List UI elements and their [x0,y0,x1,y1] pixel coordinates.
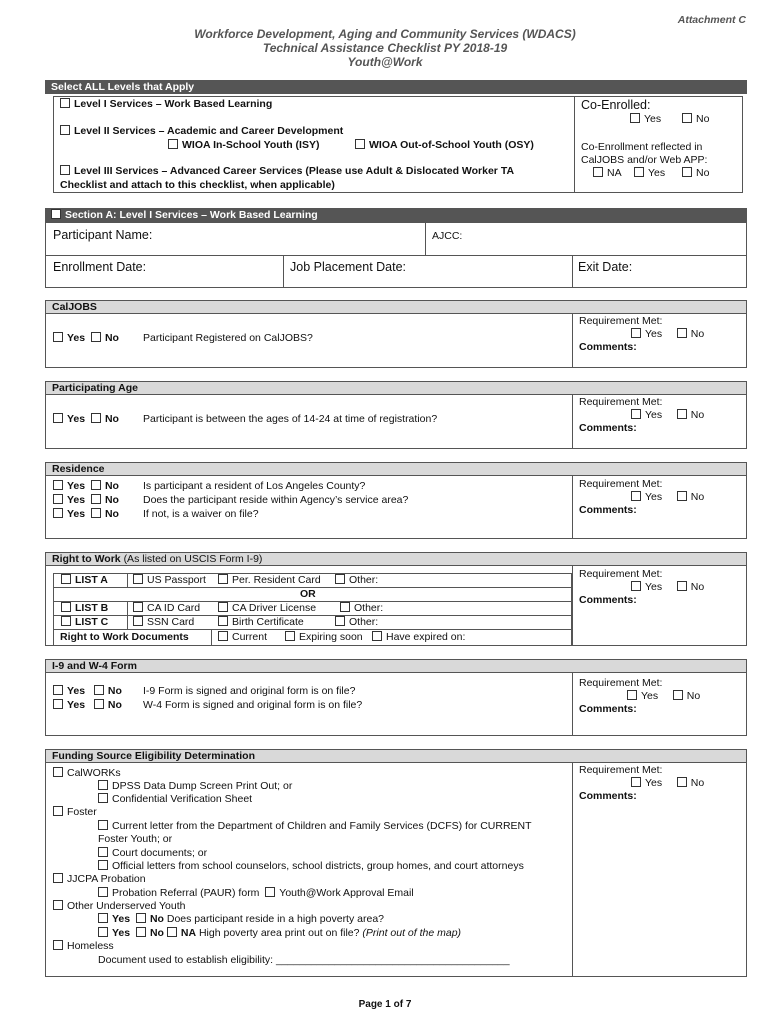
coenrolled-no-checkbox[interactable] [682,113,692,123]
calworks-label: CalWORKs [67,767,121,779]
per-resident-checkbox[interactable] [218,574,228,584]
w4-yes-label: Yes [67,699,86,711]
other-youth-label: Other Underserved Youth [67,900,186,912]
i9-yes-label: Yes [67,685,86,697]
birth-certificate-label: Birth Certificate [232,616,304,628]
i9-yes-checkbox[interactable] [53,685,63,695]
court-checkbox[interactable] [98,847,108,857]
residence-question-3: If not, is a waiver on file? [143,508,259,520]
list-a-checkbox[interactable] [61,574,71,584]
reflected-na-label: NA [607,167,622,179]
list-b-other-checkbox[interactable] [340,602,350,612]
res1-no-label: No [104,480,119,492]
res-req-met-label: Requirement Met: [579,478,663,490]
w4-yes-checkbox[interactable] [53,699,63,709]
coenrolled-yes-label: Yes [644,113,662,125]
age-question: Participant is between the ages of 14-24 at time of registration? [143,413,438,425]
section-a-checkbox[interactable] [51,209,61,219]
list-b-label: LIST B [75,602,109,614]
isy-checkbox[interactable] [168,139,178,149]
osy-label: WIOA Out-of-School Youth (OSY) [369,139,534,151]
i9-req-yes-checkbox[interactable] [627,690,637,700]
print-no-label: No [149,927,164,939]
reflected-yes-checkbox[interactable] [634,167,644,177]
ca-dl-checkbox[interactable] [218,602,228,612]
levels-bar: Select ALL Levels that Apply [45,80,747,94]
coenrolled-yes-checkbox[interactable] [630,113,640,123]
print-yes-checkbox[interactable] [98,927,108,937]
list-a-other-label: Other: [349,574,379,586]
res-comments-label: Comments: [579,504,637,516]
poverty-yes-label: Yes [112,913,131,925]
res3-no-label: No [104,508,119,520]
us-passport-label: US Passport [147,574,206,586]
i9-req-met-label: Requirement Met: [579,677,663,689]
i9-question: I-9 Form is signed and original form is on file? [143,685,356,697]
funding-req-met-label: Requirement Met: [579,764,663,776]
jjcpa-label: JJCPA Probation [67,873,146,885]
i9-req-no-label: No [686,690,701,702]
reflected-label-2: CalJOBS and/or Web APP: [581,154,708,166]
i9-req-yes-label: Yes [641,690,659,702]
i9-req-no-checkbox[interactable] [673,690,683,700]
document-used-label: Document used to establish eligibility: ________________________________________ [98,954,510,966]
exit-date-label: Exit Date: [578,260,633,274]
list-c-checkbox[interactable] [61,616,71,626]
age-yes-checkbox[interactable] [53,413,63,423]
birth-certificate-checkbox[interactable] [218,616,228,626]
caljobs-req-yes-label: Yes [645,328,663,340]
foster-checkbox[interactable] [53,806,63,816]
i9-bar: I-9 and W-4 Form [45,659,747,673]
approval-email-label: Youth@Work Approval Email [279,887,414,899]
docs-expiring-checkbox[interactable] [285,631,295,641]
caljobs-question: Participant Registered on CalJOBS? [143,332,313,344]
print-yes-label: Yes [112,927,131,939]
header-title-2: Technical Assistance Checklist PY 2018-19 [262,41,508,55]
list-a-other-checkbox[interactable] [335,574,345,584]
calworks-checkbox[interactable] [53,767,63,777]
ssn-checkbox[interactable] [133,616,143,626]
res-req-yes-label: Yes [645,491,663,503]
caljobs-req-no-checkbox[interactable] [677,328,687,338]
ajcc-label: AJCC: [432,230,463,242]
participant-name-label: Participant Name: [53,228,153,242]
age-yes-label: Yes [67,413,86,425]
res3-yes-checkbox[interactable] [53,508,63,518]
list-a-label: LIST A [75,574,108,586]
list-c-label: LIST C [75,616,109,628]
rtw-comments-label: Comments: [579,594,637,606]
rtw-req-no-label: No [690,581,705,593]
per-resident-label: Per. Resident Card [232,574,321,586]
print-no-checkbox[interactable] [136,927,146,937]
docs-expiring-label: Expiring soon [299,631,363,643]
level3-label-cont: Checklist and attach to this checklist, when applicable) [60,179,335,191]
docs-expired-checkbox[interactable] [372,631,382,641]
ca-dl-label: CA Driver License [232,602,317,614]
dcfs-label-cont: Foster Youth; or [98,833,173,845]
age-req-yes-label: Yes [645,409,663,421]
court-label: Court documents; or [112,847,208,859]
poverty-no-label: No [149,913,164,925]
rtw-req-met-label: Requirement Met: [579,568,663,580]
print-na-label: NA [180,927,197,939]
other-youth-checkbox[interactable] [53,900,63,910]
level2-checkbox[interactable] [60,125,70,135]
rtw-title-note: (As listed on USCIS Form I-9) [123,553,263,565]
level1-checkbox[interactable] [60,98,70,108]
age-bar: Participating Age [45,381,747,395]
job-placement-date-label: Job Placement Date: [290,260,407,274]
dpss-label: DPSS Data Dump Screen Print Out; or [112,780,293,792]
funding-req-no-label: No [690,777,705,789]
res2-yes-label: Yes [67,494,86,506]
rtw-req-yes-label: Yes [645,581,663,593]
dcfs-label: Current letter from the Department of Children and Family Services (DCFS) for CURRENT [112,820,532,832]
funding-req-yes-label: Yes [645,777,663,789]
rtw-req-no-checkbox[interactable] [677,581,687,591]
caljobs-req-no-label: No [690,328,705,340]
caljobs-no-label: No [104,332,119,344]
docs-current-label: Current [232,631,268,643]
age-req-no-checkbox[interactable] [677,409,687,419]
caljobs-yes-checkbox[interactable] [53,332,63,342]
residence-question-1: Is participant a resident of Los Angeles County? [143,480,366,492]
caljobs-comments-label: Comments: [579,341,637,353]
w4-no-checkbox[interactable] [94,699,104,709]
rtw-req-yes-checkbox[interactable] [631,581,641,591]
funding-bar: Funding Source Eligibility Determination [45,749,747,763]
page-number: Page 1 of 7 [358,999,412,1010]
or-label: OR [300,588,316,600]
age-req-no-label: No [690,409,705,421]
caljobs-no-checkbox[interactable] [91,332,101,342]
age-no-checkbox[interactable] [91,413,101,423]
age-req-met-label: Requirement Met: [579,396,663,408]
i9-comments-label: Comments: [579,703,637,715]
age-req-yes-checkbox[interactable] [631,409,641,419]
i9-no-label: No [107,685,122,697]
section-a-title: Section A: Level I Services – Work Based Learning [65,209,318,221]
reflected-na-checkbox[interactable] [593,167,603,177]
rtw-title: Right to Work [52,553,121,565]
reflected-no-label: No [696,167,710,179]
res2-no-checkbox[interactable] [91,494,101,504]
funding-comments-label: Comments: [579,790,637,802]
w4-question: W-4 Form is signed and original form is on file? [143,699,363,711]
confidential-label: Confidential Verification Sheet [112,793,253,805]
caljobs-req-yes-checkbox[interactable] [631,328,641,338]
poverty-no-checkbox[interactable] [136,913,146,923]
funding-req-no-checkbox[interactable] [677,777,687,787]
header-title-3: Youth@Work [347,55,423,69]
list-b-other-label: Other: [354,602,384,614]
jjcpa-checkbox[interactable] [53,873,63,883]
paur-checkbox[interactable] [98,887,108,897]
age-comments-label: Comments: [579,422,637,434]
print-question: High poverty area print out on file? [198,927,360,939]
rtw-bar [45,552,747,566]
confidential-checkbox[interactable] [98,793,108,803]
res-req-yes-checkbox[interactable] [631,491,641,501]
res1-yes-label: Yes [67,480,86,492]
enrollment-date-label: Enrollment Date: [53,260,147,274]
paur-label: Probation Referral (PAUR) form [112,887,260,899]
caljobs-req-met-label: Requirement Met: [579,315,663,327]
res1-no-checkbox[interactable] [91,480,101,490]
res3-no-checkbox[interactable] [91,508,101,518]
print-note: (Print out of the map) [362,927,462,939]
res1-yes-checkbox[interactable] [53,480,63,490]
docs-expired-label: Have expired on: [386,631,466,643]
level1-label: Level I Services – Work Based Learning [74,98,273,110]
official-letters-checkbox[interactable] [98,860,108,870]
list-c-other-label: Other: [349,616,379,628]
homeless-label: Homeless [67,940,114,952]
residence-question-2: Does the participant reside within Agency’s service area? [143,494,409,506]
res-req-no-label: No [690,491,705,503]
isy-label: WIOA In-School Youth (ISY) [182,139,320,151]
list-c-other-checkbox[interactable] [335,616,345,626]
coenrolled-no-label: No [696,113,710,125]
res2-yes-checkbox[interactable] [53,494,63,504]
funding-req-yes-checkbox[interactable] [631,777,641,787]
section-a-bar [45,208,747,222]
residence-bar: Residence [45,462,747,476]
us-passport-checkbox[interactable] [133,574,143,584]
res2-no-label: No [104,494,119,506]
header-title-1: Workforce Development, Aging and Community Services (WDACS) [194,27,576,41]
caljobs-yes-label: Yes [67,332,86,344]
poverty-question: Does participant reside in a high poverty area? [166,913,385,925]
ca-id-label: CA ID Card [147,602,201,614]
list-b-checkbox[interactable] [61,602,71,612]
reflected-yes-label: Yes [648,167,666,179]
docs-current-checkbox[interactable] [218,631,228,641]
attachment-label: Attachment C [677,14,746,26]
coenrolled-label: Co-Enrolled: [581,98,651,112]
foster-label: Foster [67,806,97,818]
dcfs-checkbox[interactable] [98,820,108,830]
print-na-checkbox[interactable] [167,927,177,937]
approval-email-checkbox[interactable] [265,887,275,897]
i9-no-checkbox[interactable] [94,685,104,695]
dpss-checkbox[interactable] [98,780,108,790]
caljobs-bar: CalJOBS [45,300,747,314]
w4-no-label: No [107,699,122,711]
official-letters-label: Official letters from school counselors, school districts, group homes, and court attorneys [112,860,524,872]
ssn-label: SSN Card [147,616,195,628]
level3-checkbox[interactable] [60,165,70,175]
homeless-checkbox[interactable] [53,940,63,950]
osy-checkbox[interactable] [355,139,365,149]
reflected-label-1: Co-Enrollment reflected in [581,141,703,153]
poverty-yes-checkbox[interactable] [98,913,108,923]
level2-label: Level II Services – Academic and Career Development [74,125,344,137]
res-req-no-checkbox[interactable] [677,491,687,501]
ca-id-checkbox[interactable] [133,602,143,612]
rtw-docs-label: Right to Work Documents [60,631,189,643]
res3-yes-label: Yes [67,508,86,520]
reflected-no-checkbox[interactable] [682,167,692,177]
age-no-label: No [104,413,119,425]
level3-label: Level III Services – Advanced Career Services (Please use Adult & Dislocated Worker TA [74,165,515,177]
